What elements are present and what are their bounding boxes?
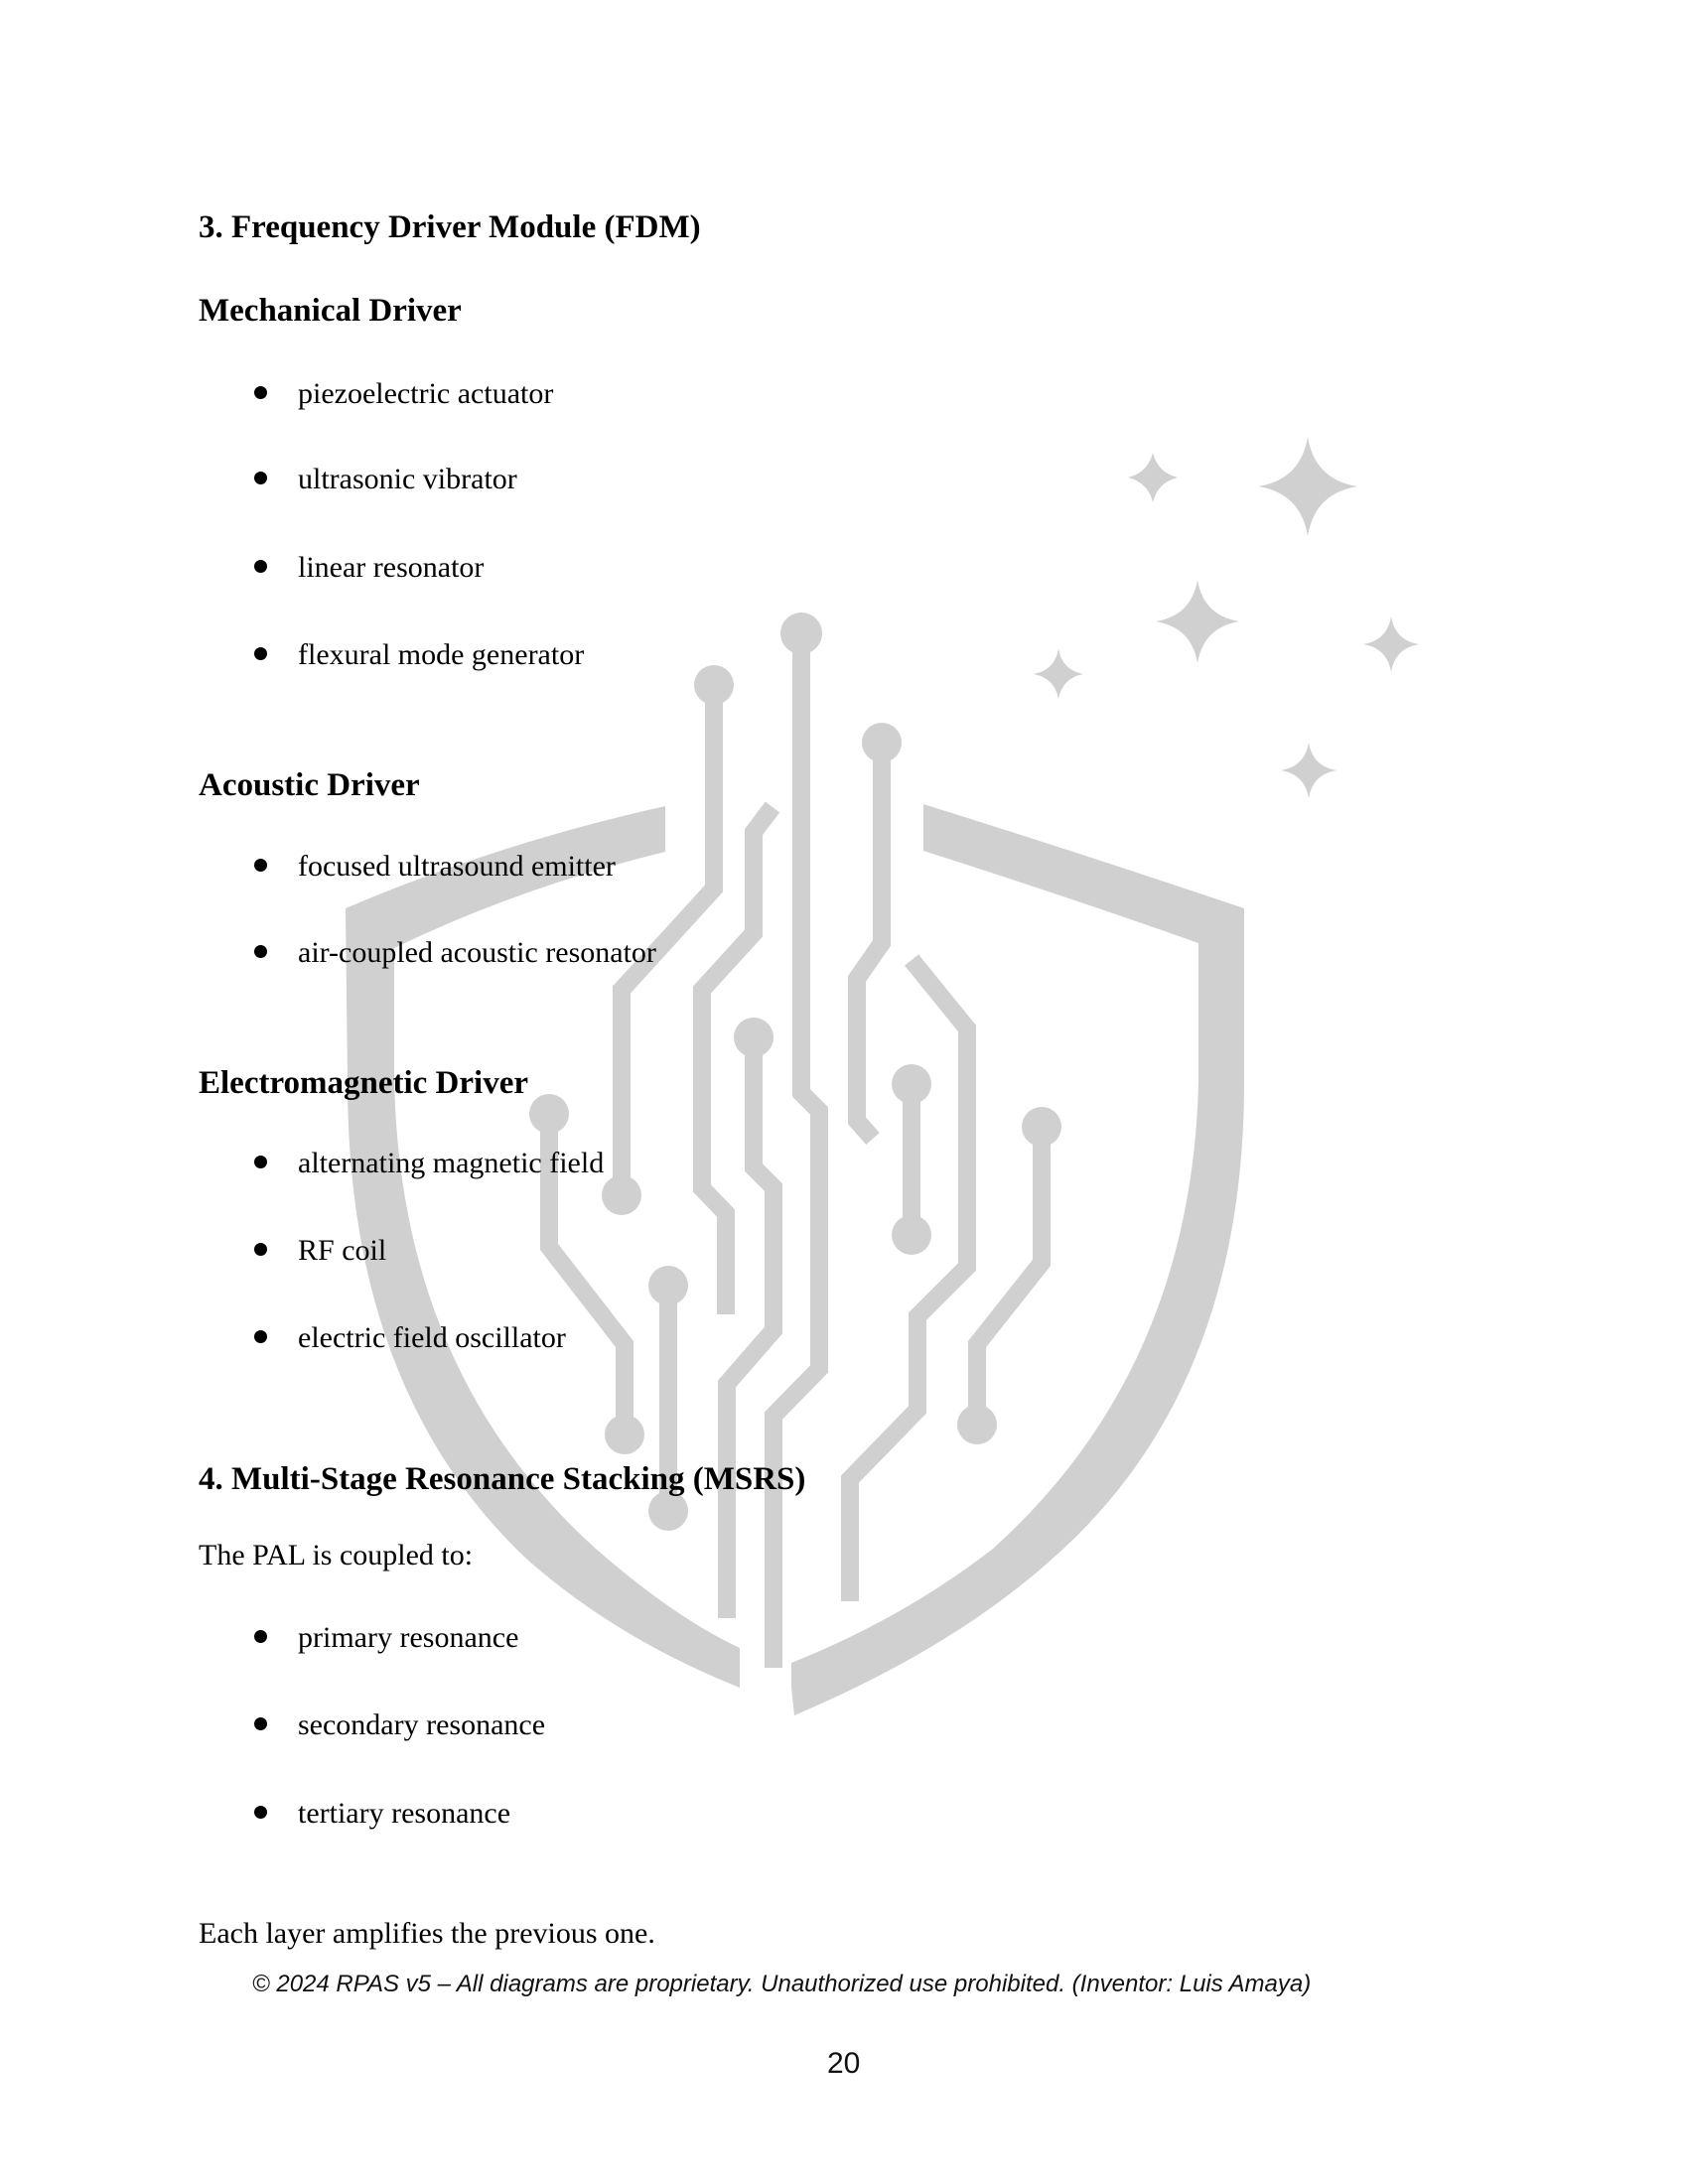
list-item: tertiary resonance <box>298 1797 511 1830</box>
bullet-icon <box>254 1806 267 1819</box>
sparkles-icon <box>1034 437 1419 798</box>
section-heading-fdm: 3. Frequency Driver Module (FDM) <box>199 209 701 245</box>
list-item: flexural mode generator <box>298 638 585 671</box>
section-heading-msrs: 4. Multi-Stage Resonance Stacking (MSRS) <box>199 1461 806 1497</box>
page-number: 20 <box>827 2047 861 2080</box>
bullet-icon <box>254 560 267 573</box>
bullet-icon <box>254 472 267 484</box>
list-item: piezoelectric actuator <box>298 377 554 410</box>
list-item: focused ultrasound emitter <box>298 850 616 883</box>
bullet-icon <box>254 1630 267 1643</box>
bullet-icon <box>254 647 267 660</box>
list-item: alternating magnetic field <box>298 1147 605 1179</box>
list-item: secondary resonance <box>298 1708 546 1741</box>
bullet-icon <box>254 859 267 872</box>
list-item: linear resonator <box>298 551 485 584</box>
list-item: electric field oscillator <box>298 1321 566 1354</box>
bullet-icon <box>254 1243 267 1256</box>
copyright-footer: © 2024 RPAS v5 – All diagrams are proprietary. Unauthorized use prohibited. (Inventor: Luis Amaya) <box>252 1971 1312 1997</box>
intro-paragraph: The PAL is coupled to: <box>199 1539 474 1571</box>
list-item: primary resonance <box>298 1621 519 1654</box>
closing-paragraph: Each layer amplifies the previous one. <box>199 1917 655 1950</box>
subheading-acoustic-driver: Acoustic Driver <box>199 767 420 803</box>
bullet-icon <box>254 1330 267 1343</box>
subheading-electromagnetic-driver: Electromagnetic Driver <box>199 1065 528 1101</box>
subheading-mechanical-driver: Mechanical Driver <box>199 293 462 329</box>
list-item: air-coupled acoustic resonator <box>298 936 656 969</box>
bullet-icon <box>254 1156 267 1168</box>
bullet-icon <box>254 945 267 958</box>
bullet-icon <box>254 386 267 399</box>
list-item: RF coil <box>298 1234 387 1267</box>
list-item: ultrasonic vibrator <box>298 463 517 495</box>
bullet-icon <box>254 1717 267 1730</box>
